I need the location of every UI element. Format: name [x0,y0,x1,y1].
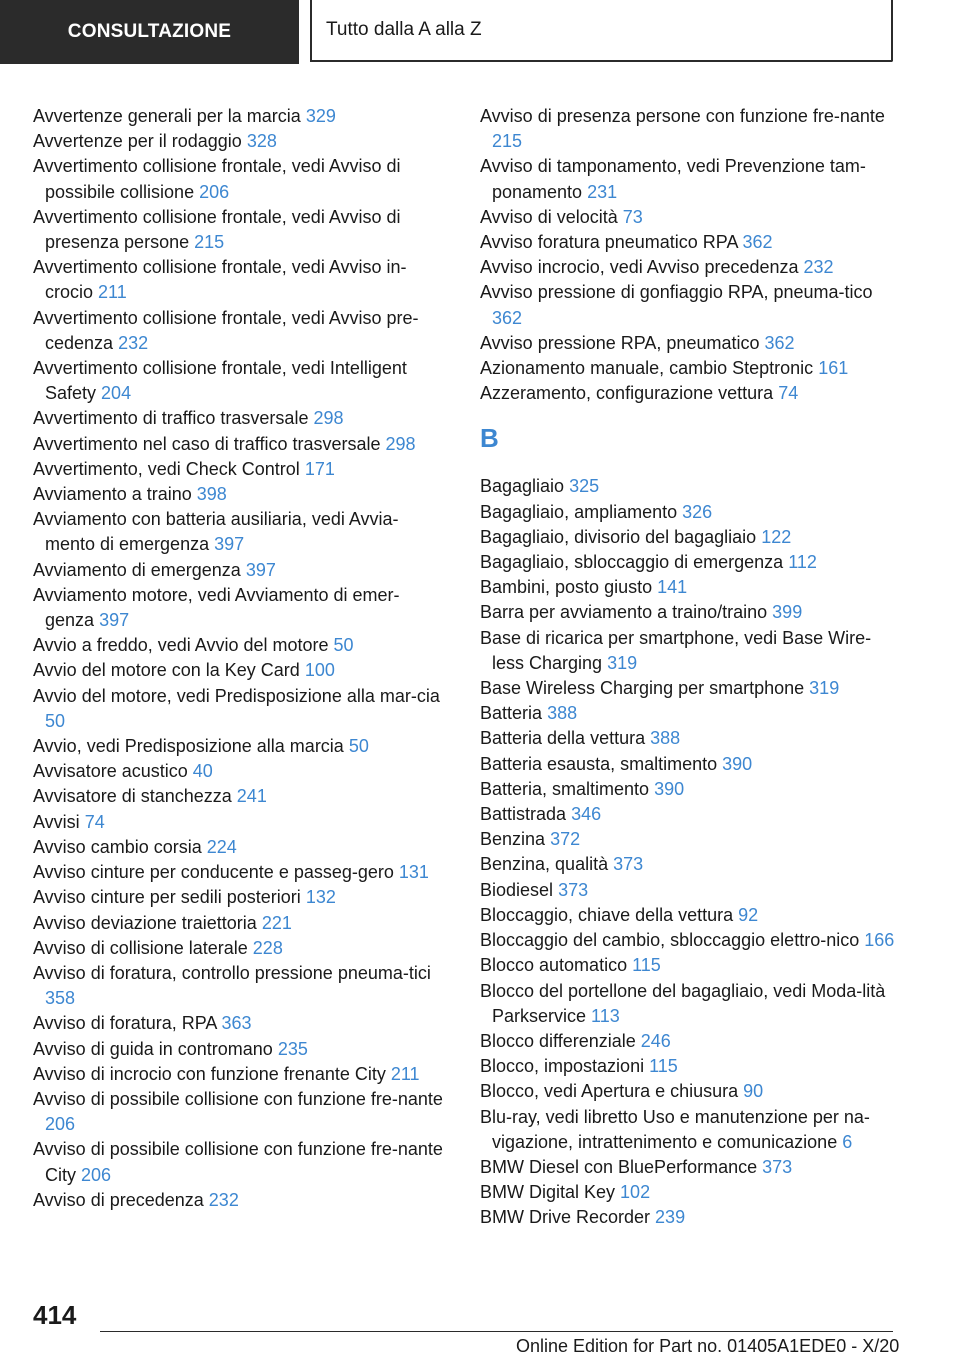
page-reference-link[interactable]: 50 [45,710,66,731]
page-reference-link[interactable]: 373 [558,879,589,900]
page-reference-link[interactable]: 206 [45,1114,76,1135]
page-reference-link[interactable]: 228 [252,937,283,958]
index-entry-text: Biodiesel [480,879,554,900]
index-entry-text: Avvertenze generali per la marcia [33,106,301,126]
index-entry-text: Avviso di foratura, RPA [33,1013,217,1034]
page-reference-link[interactable]: 141 [657,577,688,598]
index-entry [480,752,895,777]
index-entry-text: Blocco, vedi Apertura e chiusura [480,1081,739,1102]
index-entry [33,457,443,482]
index-entry-text: Avviso di possibile collisione con funzione fre‐nante City [33,1139,443,1185]
page-reference-link[interactable]: 246 [640,1030,671,1051]
page-reference-link[interactable]: 224 [206,836,237,857]
chapter-tab [310,0,893,62]
index-entry-text: Avviso foratura pneumatico RPA [480,232,738,253]
page-reference-link[interactable]: 328 [246,131,277,152]
page-reference-link[interactable]: 319 [809,678,840,699]
section-tab [0,0,299,64]
index-entry-text: Avviso di presenza persone con funzione fre‐nante [480,106,885,126]
index-entry-text: Avvio a freddo, vedi Avvio del motore [33,635,329,656]
index-entry-text: Batteria [480,703,543,724]
page-reference-link[interactable]: 204 [101,383,132,404]
index-entry [480,356,895,381]
index-entry [480,928,895,953]
index-entry [33,810,443,835]
index-entry [33,482,443,507]
index-entry-text: Benzina [480,829,546,850]
page-reference-link[interactable]: 115 [649,1056,678,1077]
index-entry [480,701,895,726]
index-entry-text: Base di ricarica per smartphone, vedi Base Wire‐less Charging [480,627,872,673]
page-reference-link[interactable]: 373 [762,1156,793,1177]
index-entry [33,911,443,936]
index-entry-text: Avviso cambio corsia [33,836,202,857]
index-entry-text: Avviso di velocità [480,206,618,227]
index-entry [480,104,895,154]
page-reference-link[interactable]: 102 [620,1182,651,1203]
index-entry-text: Avviso pressione di gonfiaggio RPA, pneuma‐tico [480,282,873,303]
index-entry [480,1105,895,1155]
page-reference-link[interactable]: 50 [333,635,354,656]
index-entry [480,525,895,550]
index-entry [33,104,443,129]
index-entry-text: Batteria, smaltimento [480,778,650,799]
page-reference-link[interactable]: 74 [84,811,105,832]
index-entry [33,684,443,734]
index-entry-text: Bagagliaio [480,476,565,497]
index-entry-text: Avvisi [33,811,80,832]
page-reference-link[interactable]: 211 [98,282,127,303]
page-reference-link[interactable]: 211 [390,1063,420,1084]
index-entry-text: Avviamento a traino [33,484,192,505]
index-entry [33,306,443,356]
index-entry [33,129,443,154]
page-reference-link[interactable]: 241 [236,786,267,807]
index-entry-text: Bloccaggio del cambio, sbloccaggio elettro‐nico [480,930,860,951]
index-entry-text: Avviso cinture per conducente e passeg‐gero [33,862,394,883]
index-entry [480,205,895,230]
index-entry-text: Bagagliaio, ampliamento [480,501,678,522]
index-entry-text: Avviso cinture per sedili posteriori [33,887,301,908]
page-reference-link[interactable]: 298 [385,433,416,454]
index-entry-text: Avviso pressione RPA, pneumatico [480,332,760,353]
index-entry-text: Avvertimento, vedi Check Control [33,458,300,479]
index-entry-text: Avvio, vedi Predisposizione alla marcia [33,736,344,757]
page-reference-link[interactable]: 40 [192,761,213,782]
index-entry-text: Blocco del portellone del bagagliaio, vedi Moda‐lità Parkservice [480,980,886,1026]
page-reference-link[interactable]: 372 [550,829,581,850]
page-reference-link[interactable]: 122 [761,526,792,547]
page-reference-link[interactable]: 115 [632,955,661,976]
index-entry-text: Batteria della vettura [480,728,646,749]
index-entry-text: Avviso incrocio, vedi Avviso precedenza [480,257,799,278]
page-reference-link[interactable]: 388 [650,728,681,749]
page-reference-link[interactable]: 74 [778,383,799,404]
section-title: CONSULTAZIONE [67,21,232,42]
index-column-left [33,104,443,1213]
index-entry-text: Azionamento manuale, cambio Steptronic [480,358,814,379]
page-reference-link[interactable]: 362 [492,307,523,328]
index-entry [480,726,895,751]
page-reference-link[interactable]: 166 [864,930,895,951]
index-entry [33,1062,443,1087]
page-reference-link[interactable]: 298 [313,408,344,429]
index-entry [480,676,895,701]
index-entry-text: Base Wireless Charging per smartphone [480,678,805,699]
page-reference-link[interactable]: 171 [304,458,335,479]
page-reference-link[interactable]: 215 [194,232,225,253]
index-entry-text: Avviamento di emergenza [33,559,241,580]
page-reference-link[interactable]: 131 [398,862,429,883]
index-entry-text: Avviso di possibile collisione con funzione fre‐nante [33,1088,443,1109]
index-entry [33,835,443,860]
index-entry-text: Avvisatore di stanchezza [33,786,232,807]
page-reference-link[interactable]: 398 [196,484,227,505]
edition-note: Online Edition for Part no. 01405A1EDE0 - X/20 [516,1336,900,1356]
index-entry [480,500,895,525]
index-entry [480,154,895,204]
page-reference-link[interactable]: 397 [99,610,130,631]
index-entry [33,734,443,759]
page-reference-link[interactable]: 235 [277,1038,308,1059]
index-entry [480,1029,895,1054]
index-entry [480,381,895,406]
page-reference-link[interactable]: 232 [208,1189,239,1210]
index-entry [480,280,895,330]
page-reference-link[interactable]: 388 [547,703,578,724]
index-entry-text: Avviso di collisione laterale [33,937,248,958]
index-entry [33,255,443,305]
page-reference-link[interactable]: 362 [742,232,773,253]
footer-rule [100,1331,893,1332]
index-entry-text: Avviso di incrocio con funzione frenante City [33,1063,386,1084]
index-entry-text: Bagagliaio, divisorio del bagagliaio [480,526,757,547]
index-entry-text: Avvertimento nel caso di traffico trasversale [33,433,381,454]
index-entry-text: Avviamento motore, vedi Avviamento di emer‐genza [33,584,400,631]
page-reference-link[interactable]: 92 [738,904,759,925]
index-column-right [480,104,895,1231]
index-entry [480,1155,895,1180]
index-entry [480,331,895,356]
index-entry [480,1205,895,1230]
index-entry [480,550,895,575]
index-entry-text: Avvertimento collisione frontale, vedi Avviso in‐crocio [33,257,407,303]
index-entry [480,903,895,928]
index-entry-text: Bambini, posto giusto [480,577,653,598]
page-reference-link[interactable]: 100 [304,660,335,681]
index-entry [33,1011,443,1036]
page-reference-link[interactable]: 90 [743,1081,764,1102]
index-entry-text: Benzina, qualità [480,854,609,875]
page-reference-link[interactable]: 206 [81,1164,112,1185]
index-entry [480,474,895,499]
index-entry [480,575,895,600]
index-entry-text: Battistrada [480,804,567,825]
page-reference-link[interactable]: 221 [261,912,292,933]
index-entry [33,633,443,658]
index-entry [33,759,443,784]
page-reference-link[interactable]: 50 [348,736,369,757]
index-entry [33,406,443,431]
page-reference-link[interactable]: 325 [569,476,600,497]
page-reference-link[interactable]: 232 [118,332,149,353]
index-entry [480,255,895,280]
index-entry [33,583,443,633]
page-reference-link[interactable]: 73 [622,206,643,227]
page-reference-link[interactable]: 346 [571,804,602,825]
page-reference-link[interactable]: 206 [199,181,230,202]
index-entry [33,558,443,583]
index-entry [33,1137,443,1187]
index-entry-text: Avvertimento collisione frontale, vedi Avviso di possibile collisione [33,156,401,202]
index-entry-text: Blu-ray, vedi libretto Uso e manutenzione per na‐vigazione, intrattenimento e comunicazione [480,1106,870,1152]
index-entry [480,230,895,255]
page-reference-link[interactable]: 232 [803,257,834,278]
index-entry-text: BMW Digital Key [480,1182,616,1203]
index-entry [480,1079,895,1104]
index-entry [480,979,895,1029]
index-entry [33,356,443,406]
index-entry-text: Avvio del motore con la Key Card [33,660,300,681]
index-entry-text: Batteria esausta, smaltimento [480,753,718,774]
index-entry [33,1087,443,1137]
index-entry-text: Avviso di precedenza [33,1189,204,1210]
index-entry-text: Avviso di foratura, controllo pressione pneuma‐tici [33,962,431,983]
index-entry [480,878,895,903]
index-entry-text: Avvertimento collisione frontale, vedi Avviso di presenza persone [33,206,401,253]
index-entry-text: Blocco automatico [480,955,628,976]
index-entry-text: Blocco differenziale [480,1030,636,1051]
page-reference-link[interactable]: 113 [591,1005,620,1026]
index-entry-text: Avviso di tamponamento, vedi Prevenzione tam‐ponamento [480,156,866,202]
page-reference-link[interactable]: 326 [682,501,713,522]
index-entry [480,953,895,978]
index-entry [480,1054,895,1079]
index-entry [480,852,895,877]
page-number: 414 [33,1300,77,1330]
index-entry [480,626,895,676]
index-entry [480,777,895,802]
page-reference-link[interactable]: 215 [492,131,523,152]
index-entry [33,1188,443,1213]
index-entry-text: Blocco, impostazioni [480,1056,645,1077]
index-entry-text: Avvertenze per il rodaggio [33,131,242,152]
page-reference-link[interactable]: 132 [305,887,336,908]
index-entry [33,860,443,885]
index-entry [480,600,895,625]
index-entry-text: Avvisatore acustico [33,761,188,782]
page-reference-link[interactable]: 390 [654,778,685,799]
index-entry [33,936,443,961]
page-reference-link[interactable]: 329 [305,106,336,126]
index-entry [33,658,443,683]
index-entry-text: Avvertimento di traffico trasversale [33,408,309,429]
page-reference-link[interactable]: 358 [45,988,76,1009]
index-entry-text: Barra per avviamento a traino/traino [480,602,768,623]
index-entry-text: Bloccaggio, chiave della vettura [480,904,734,925]
page-reference-link[interactable]: 390 [722,753,753,774]
page-reference-link[interactable]: 363 [221,1013,252,1034]
page-reference-link[interactable]: 239 [655,1207,686,1228]
index-entry [33,154,443,204]
index-entry-text: Avviso di guida in contromano [33,1038,273,1059]
index-entry [33,205,443,255]
page-reference-link[interactable]: 397 [214,534,245,555]
index-entry [33,961,443,1011]
index-entry-text: Azzeramento, configurazione vettura [480,383,774,404]
index-entry [33,1037,443,1062]
index-entry [33,784,443,809]
page-reference-link[interactable]: 161 [818,358,849,379]
page-reference-link[interactable]: 373 [613,854,644,875]
page-reference-link[interactable]: 231 [587,181,618,202]
index-entry-text: Avviamento con batteria ausiliaria, vedi Avvia‐mento di emergenza [33,509,399,555]
chapter-title: Tutto dalla A alla Z [326,19,482,40]
index-entry-text: BMW Drive Recorder [480,1207,651,1228]
index-entry-text: Avvertimento collisione frontale, vedi Intelligent Safety [33,358,407,404]
index-entry [33,432,443,457]
page-reference-link[interactable]: 397 [245,559,276,580]
index-entry-text: Bagagliaio, sbloccaggio di emergenza [480,552,784,573]
page-reference-link[interactable]: 362 [764,332,795,353]
index-entry [480,802,895,827]
index-entry [480,1180,895,1205]
index-entry [480,827,895,852]
index-entry-text: Avvio del motore, vedi Predisposizione alla mar‐cia [33,685,440,706]
page-reference-link[interactable]: 112 [788,552,817,573]
page-reference-link[interactable]: 6 [842,1131,853,1152]
page-reference-link[interactable]: 319 [607,652,638,673]
section-letter: B [480,423,499,454]
index-entry-text: BMW Diesel con BluePerformance [480,1156,758,1177]
index-entry-text: Avvertimento collisione frontale, vedi Avviso pre‐cedenza [33,307,419,353]
index-entry [33,507,443,557]
page-reference-link[interactable]: 399 [772,602,803,623]
index-entry [33,885,443,910]
index-entry-text: Avviso deviazione traiettoria [33,912,257,933]
